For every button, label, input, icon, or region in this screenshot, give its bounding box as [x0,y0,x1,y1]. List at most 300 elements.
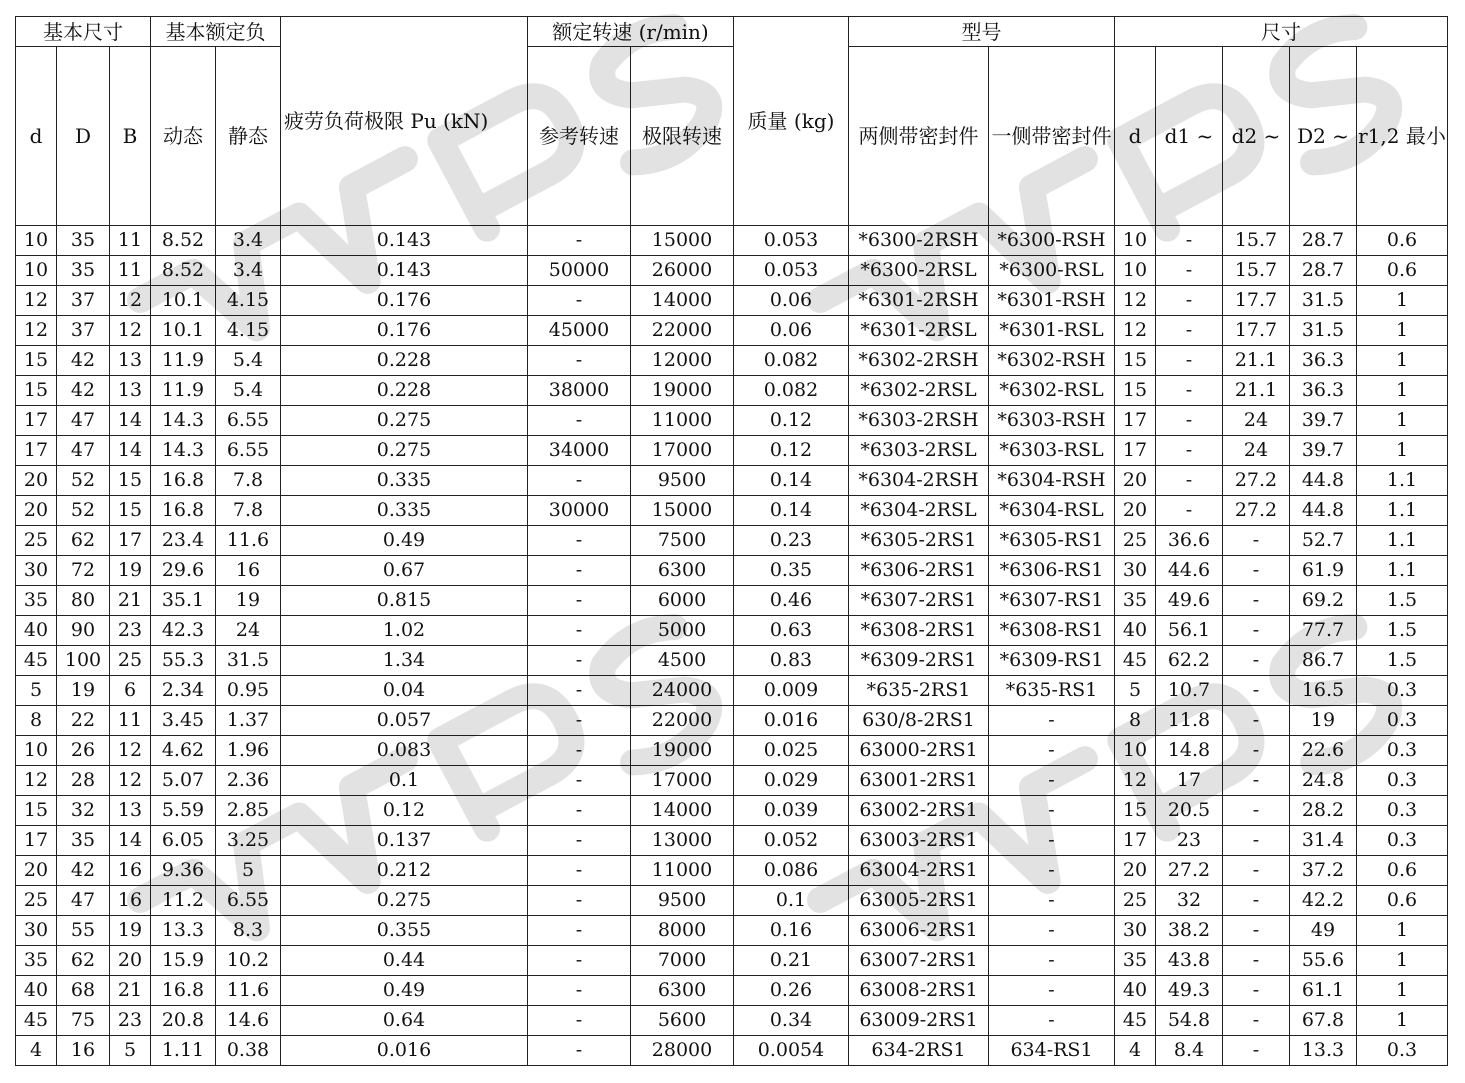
table-cell: 42 [57,856,110,886]
table-row [16,886,1448,916]
table-cell: 86.7 [1290,646,1357,676]
table-row [16,1006,1448,1036]
table-cell: 0.082 [734,346,849,376]
table-cell: 20.8 [151,1006,216,1036]
table-cell: 2.85 [216,796,281,826]
table-cell: 21 [110,976,151,1006]
table-cell: 56.1 [1156,616,1223,646]
table-cell: 40 [1115,976,1156,1006]
table-cell: 24 [1223,406,1290,436]
table-cell: 15 [110,466,151,496]
table-cell: - [989,766,1115,796]
table-cell: 0.016 [734,706,849,736]
table-cell: 0.49 [281,526,528,556]
table-cell: 21.1 [1223,346,1290,376]
table-cell: 32 [57,796,110,826]
table-row [16,946,1448,976]
table-cell: 0.137 [281,826,528,856]
table-cell: 0.6 [1357,256,1448,286]
table-cell: - [1223,946,1290,976]
table-cell: *6302-2RSL [849,376,989,406]
table-cell: *6308-2RS1 [849,616,989,646]
table-cell: 63007-2RS1 [849,946,989,976]
table-cell: 15 [16,376,57,406]
table-cell: 634-2RS1 [849,1036,989,1066]
table-cell: 8.4 [1156,1036,1223,1066]
table-cell: 38000 [528,376,631,406]
table-cell: 13000 [631,826,734,856]
table-cell: 19 [57,676,110,706]
table-cell: - [989,886,1115,916]
table-cell: 1 [1357,976,1448,1006]
table-cell: 35 [16,946,57,976]
table-cell: *6309-2RS1 [849,646,989,676]
header-two-side-seal: 两侧带密封件 [849,47,989,226]
table-cell: 63002-2RS1 [849,796,989,826]
table-row [16,286,1448,316]
table-cell: 11 [110,226,151,256]
table-cell: 40 [1115,616,1156,646]
table-cell: 90 [57,616,110,646]
table-cell: - [528,886,631,916]
table-cell: 0.3 [1357,826,1448,856]
table-cell: 36.6 [1156,526,1223,556]
table-cell: *6303-2RSH [849,406,989,436]
table-cell: 0.49 [281,976,528,1006]
table-cell: - [1223,646,1290,676]
table-cell: - [528,736,631,766]
table-cell: 0.3 [1357,1036,1448,1066]
table-cell: 40 [16,616,57,646]
table-cell: 15.9 [151,946,216,976]
table-cell: 14 [110,826,151,856]
table-cell: 19 [110,556,151,586]
table-cell: 0.34 [734,1006,849,1036]
table-cell: - [1156,316,1223,346]
table-cell: - [989,976,1115,1006]
table-cell: *6301-2RSH [849,286,989,316]
table-cell: 44.8 [1290,496,1357,526]
table-row [16,466,1448,496]
table-cell: 19 [110,916,151,946]
table-cell: 0.016 [281,1036,528,1066]
table-cell: 62.2 [1156,646,1223,676]
table-cell: 49.6 [1156,586,1223,616]
table-cell: 10.2 [216,946,281,976]
table-cell: 63006-2RS1 [849,916,989,946]
table-cell: 5 [110,1036,151,1066]
table-cell: 10 [1115,256,1156,286]
table-cell: 11 [110,256,151,286]
header-one-side-seal: 一侧带密封件 [989,47,1115,226]
table-cell: *6307-RS1 [989,586,1115,616]
table-cell: 11.6 [216,526,281,556]
table-row [16,796,1448,826]
table-row [16,256,1448,286]
table-row [16,646,1448,676]
table-cell: *6306-RS1 [989,556,1115,586]
table-cell: 14 [110,436,151,466]
header-ref-speed: 参考转速 [528,47,631,226]
table-cell: 10 [16,736,57,766]
table-cell: 14.3 [151,436,216,466]
table-cell: 31.5 [1290,316,1357,346]
table-cell: 31.5 [1290,286,1357,316]
table-cell: 77.7 [1290,616,1357,646]
table-cell: 11.9 [151,346,216,376]
table-cell: - [1223,1006,1290,1036]
table-cell: 35.1 [151,586,216,616]
table-row [16,766,1448,796]
table-cell: 0.3 [1357,766,1448,796]
table-cell: 630/8-2RS1 [849,706,989,736]
table-cell: *6309-RS1 [989,646,1115,676]
table-cell: *6300-2RSH [849,226,989,256]
table-cell: 0.3 [1357,676,1448,706]
table-cell: 1 [1357,1006,1448,1036]
table-cell: 35 [57,226,110,256]
table-cell: 0.14 [734,466,849,496]
table-cell: 52 [57,466,110,496]
table-cell: 12 [1115,766,1156,796]
table-cell: - [1156,256,1223,286]
header-fatigue-limit: 疲劳负荷极限 Pu (kN) [281,17,528,226]
table-cell: 22 [57,706,110,736]
table-cell: 15.7 [1223,226,1290,256]
table-cell: 19 [1290,706,1357,736]
table-row [16,226,1448,256]
table-cell: 42 [57,346,110,376]
table-cell: 20 [110,946,151,976]
table-cell: 1.11 [151,1036,216,1066]
table-cell: - [1156,406,1223,436]
table-cell: 72 [57,556,110,586]
table-cell: 12 [110,736,151,766]
table-cell: 0.6 [1357,226,1448,256]
header-limit-speed: 极限转速 [631,47,734,226]
table-cell: 63008-2RS1 [849,976,989,1006]
table-cell: 0.6 [1357,856,1448,886]
table-cell: 45 [1115,646,1156,676]
table-cell: 8.52 [151,226,216,256]
table-cell: 80 [57,586,110,616]
table-cell: 6300 [631,556,734,586]
table-cell: *6307-2RS1 [849,586,989,616]
table-cell: 0.335 [281,496,528,526]
table-cell: 28.2 [1290,796,1357,826]
table-cell: - [1223,676,1290,706]
table-cell: 15 [1115,346,1156,376]
table-cell: 24.8 [1290,766,1357,796]
table-cell: - [528,976,631,1006]
table-cell: 4.15 [216,286,281,316]
table-cell: 25 [1115,526,1156,556]
table-cell: 1.96 [216,736,281,766]
table-cell: - [1156,226,1223,256]
table-cell: 0.083 [281,736,528,766]
table-cell: *6300-2RSL [849,256,989,286]
table-cell: - [1156,376,1223,406]
table-cell: 1 [1357,286,1448,316]
table-cell: 6300 [631,976,734,1006]
table-cell: 45 [16,1006,57,1036]
table-cell: 25 [1115,886,1156,916]
table-cell: 13 [110,346,151,376]
table-cell: 75 [57,1006,110,1036]
table-cell: 0.3 [1357,736,1448,766]
table-cell: 22000 [631,316,734,346]
table-cell: 0.46 [734,586,849,616]
table-cell: - [528,1006,631,1036]
table-cell: 40 [16,976,57,1006]
table-cell: 0.64 [281,1006,528,1036]
table-cell: - [1223,796,1290,826]
table-cell: 1 [1357,346,1448,376]
table-cell: 36.3 [1290,376,1357,406]
table-cell: 0.1 [734,886,849,916]
table-cell: *6304-RSL [989,496,1115,526]
table-cell: 24 [216,616,281,646]
table-cell: 0.212 [281,856,528,886]
table-cell: - [528,286,631,316]
table-cell: 0.228 [281,346,528,376]
table-cell: 100 [57,646,110,676]
table-cell: 4 [16,1036,57,1066]
table-cell: - [528,346,631,376]
table-cell: 12 [1115,286,1156,316]
table-cell: 30 [16,916,57,946]
table-cell: *6302-RSH [989,346,1115,376]
table-cell: 14.3 [151,406,216,436]
table-cell: - [989,916,1115,946]
header-dynamic: 动态 [151,47,216,226]
header-D: D [57,47,110,226]
table-cell: 1.1 [1357,526,1448,556]
table-cell: 15.7 [1223,256,1290,286]
table-cell: *6301-2RSL [849,316,989,346]
table-cell: 27.2 [1156,856,1223,886]
table-cell: 8 [1115,706,1156,736]
table-cell: - [528,526,631,556]
table-cell: 2.34 [151,676,216,706]
table-cell: 37.2 [1290,856,1357,886]
table-cell: 15 [16,346,57,376]
table-cell: 11000 [631,406,734,436]
table-cell: 19 [216,586,281,616]
table-cell: *6308-RS1 [989,616,1115,646]
table-cell: 0.12 [734,436,849,466]
table-cell: 8 [16,706,57,736]
table-cell: - [528,766,631,796]
table-row [16,856,1448,886]
header-r12-min: r1,2 最小 [1357,47,1448,226]
table-cell: 27.2 [1223,496,1290,526]
table-cell: 24000 [631,676,734,706]
table-cell: 50000 [528,256,631,286]
table-cell: 0.143 [281,256,528,286]
table-cell: *6305-RS1 [989,526,1115,556]
table-row [16,736,1448,766]
table-cell: 15 [1115,376,1156,406]
table-cell: 61.1 [1290,976,1357,1006]
table-cell: 10 [1115,226,1156,256]
table-cell: 5600 [631,1006,734,1036]
table-cell: - [1223,1036,1290,1066]
table-cell: 0.67 [281,556,528,586]
table-cell: 25 [16,526,57,556]
table-cell: 17 [1115,436,1156,466]
table-cell: 0.057 [281,706,528,736]
table-cell: 11000 [631,856,734,886]
table-cell: 12 [110,316,151,346]
table-cell: 6.55 [216,436,281,466]
table-cell: 54.8 [1156,1006,1223,1036]
table-cell: 0.63 [734,616,849,646]
table-cell: 35 [16,586,57,616]
table-cell: - [1156,436,1223,466]
table-row [16,556,1448,586]
table-cell: - [1223,586,1290,616]
table-cell: 0.009 [734,676,849,706]
table-cell: 42.3 [151,616,216,646]
table-cell: 14.8 [1156,736,1223,766]
table-cell: 10.1 [151,286,216,316]
table-cell: 1.37 [216,706,281,736]
table-cell: 0.275 [281,406,528,436]
table-cell: 4.62 [151,736,216,766]
table-cell: 9500 [631,466,734,496]
table-cell: 63000-2RS1 [849,736,989,766]
table-cell: 0.14 [734,496,849,526]
table-cell: 0.275 [281,886,528,916]
table-row [16,496,1448,526]
group-basic-size: 基本尺寸 [16,17,151,47]
table-cell: 12 [110,286,151,316]
table-cell: 20 [1115,466,1156,496]
table-cell: 0.95 [216,676,281,706]
table-cell: 17 [110,526,151,556]
table-cell: 15 [16,796,57,826]
table-cell: - [528,406,631,436]
table-row [16,706,1448,736]
table-cell: 63001-2RS1 [849,766,989,796]
table-cell: 0.355 [281,916,528,946]
table-row [16,346,1448,376]
table-cell: 3.4 [216,256,281,286]
table-cell: 1 [1357,376,1448,406]
table-row [16,586,1448,616]
table-cell: 1.1 [1357,556,1448,586]
table-cell: 3.45 [151,706,216,736]
table-cell: 10.1 [151,316,216,346]
table-cell: 39.7 [1290,436,1357,466]
table-cell: 16 [110,856,151,886]
table-cell: 36.3 [1290,346,1357,376]
table-cell: 12 [16,316,57,346]
table-cell: 49 [1290,916,1357,946]
table-cell: 0.039 [734,796,849,826]
table-cell: 44.6 [1156,556,1223,586]
table-row [16,1036,1448,1066]
table-cell: *6303-RSL [989,436,1115,466]
table-cell: - [528,796,631,826]
table-cell: 0.3 [1357,706,1448,736]
table-cell: 0.053 [734,256,849,286]
table-cell: 1 [1357,406,1448,436]
table-cell: 22.6 [1290,736,1357,766]
table-cell: 5.4 [216,346,281,376]
table-cell: 42.2 [1290,886,1357,916]
table-cell: - [528,706,631,736]
table-cell: 0.38 [216,1036,281,1066]
table-cell: - [1156,346,1223,376]
table-cell: 6.05 [151,826,216,856]
table-cell: 9500 [631,886,734,916]
table-cell: 17 [1156,766,1223,796]
table-cell: *6300-RSH [989,226,1115,256]
column-header-row [16,47,1448,226]
table-cell: 0.35 [734,556,849,586]
table-cell: 61.9 [1290,556,1357,586]
header-d2: d2 ~ [1223,47,1290,226]
table-cell: 25 [16,886,57,916]
table-cell: 16.5 [1290,676,1357,706]
table-cell: - [989,706,1115,736]
table-cell: 5000 [631,616,734,646]
table-cell: - [528,226,631,256]
table-cell: *6302-RSL [989,376,1115,406]
table-cell: 11.2 [151,886,216,916]
table-cell: 15 [1115,796,1156,826]
table-cell: 11 [110,706,151,736]
table-cell: - [989,946,1115,976]
table-cell: - [528,466,631,496]
table-cell: 0.83 [734,646,849,676]
table-cell: 55 [57,916,110,946]
table-cell: 0.176 [281,316,528,346]
table-cell: 31.5 [216,646,281,676]
table-cell: 0.086 [734,856,849,886]
table-cell: - [1223,526,1290,556]
table-cell: 4500 [631,646,734,676]
table-cell: 30 [16,556,57,586]
group-dimensions: 尺寸 [1115,17,1448,47]
table-cell: 0.053 [734,226,849,256]
table-cell: 0.12 [281,796,528,826]
table-cell: 22000 [631,706,734,736]
table-cell: 5 [16,676,57,706]
table-cell: 0.12 [734,406,849,436]
table-cell: 12 [16,286,57,316]
table-cell: 28 [57,766,110,796]
table-cell: 34000 [528,436,631,466]
table-cell: 17 [16,436,57,466]
table-cell: 63004-2RS1 [849,856,989,886]
table-cell: 0.275 [281,436,528,466]
table-cell: 0.06 [734,286,849,316]
table-cell: - [528,946,631,976]
table-cell: *6306-2RS1 [849,556,989,586]
table-cell: 1.5 [1357,616,1448,646]
bearing-spec-table [15,16,1448,1066]
table-cell: - [1156,496,1223,526]
table-cell: 35 [1115,586,1156,616]
header-d: d [16,47,57,226]
table-cell: 52.7 [1290,526,1357,556]
table-cell: 6.55 [216,406,281,436]
table-cell: *6300-RSL [989,256,1115,286]
table-cell: 12 [16,766,57,796]
